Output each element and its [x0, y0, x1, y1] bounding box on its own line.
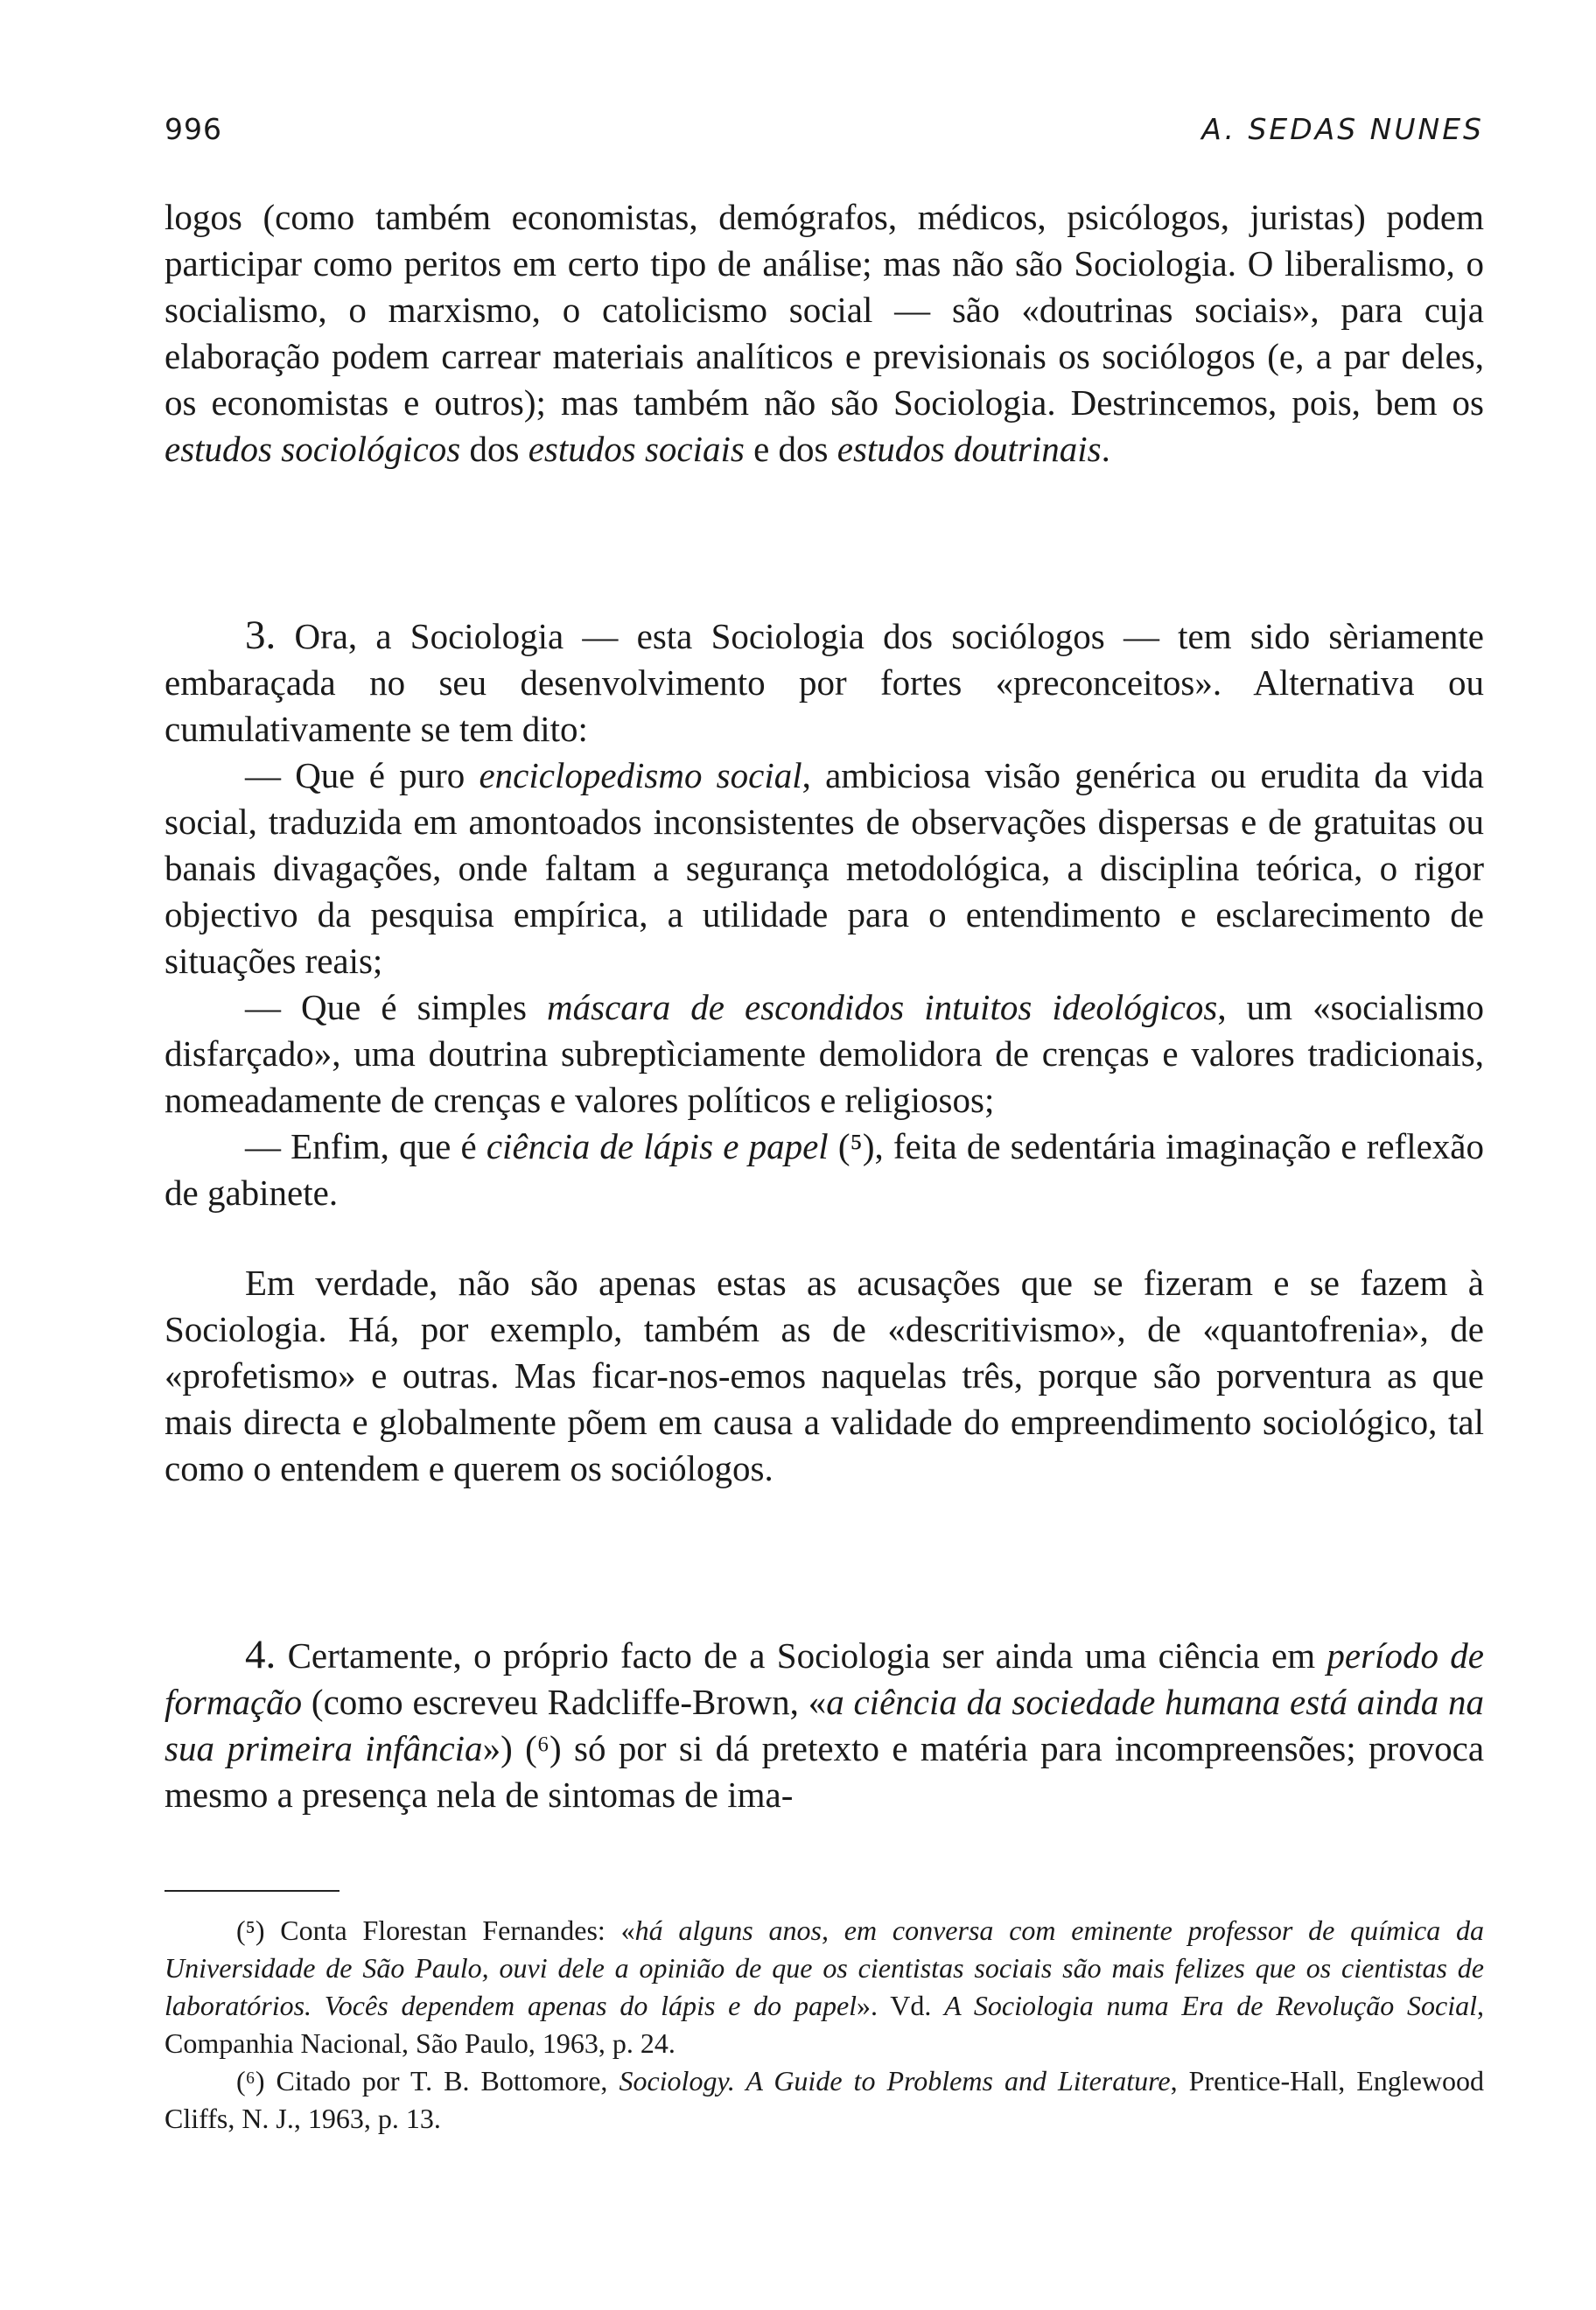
footnote-6-lead: Citado por T. B. Bottomore, — [264, 2065, 620, 2096]
item3-pre: — Enfim, que é — [245, 1126, 486, 1166]
footnote-5-marker: (⁵) — [236, 1914, 265, 1946]
running-head-author: A. SEDAS NUNES — [1201, 112, 1484, 146]
sec4-text-3: ») (⁶) só por si dá pretexto e matéria para incompreensões; provoca mesmo a presença nela de sintomas de ima- — [164, 1728, 1485, 1815]
footnote-6-tail: , Prentice-Hall, Englewood Cliffs, N. J., 1963, p. 13. — [164, 2065, 1485, 2134]
section-3-intro: Ora, a Sociologia — esta Sociologia dos sociólogos — tem sido sèriamente embaraçada no seu desenvolvimento por fortes «preconceitos». Alternativa ou cumulativamente se tem dito: — [164, 616, 1484, 749]
running-header — [164, 112, 1484, 150]
lead-italic-2: estudos sociais — [528, 429, 745, 469]
sec4-text-2: (como escreveu Radcliffe-Brown, « — [302, 1682, 827, 1722]
section-3-item-3 — [164, 1124, 1484, 1216]
lead-text-1: logos (como também economistas, demógrafos, médicos, psicólogos, juristas) podem participar como peritos em certo tipo de análise; mas não são Sociologia. O liberalismo, o socialismo, o marxismo, o catolicismo social — são «doutrinas sociais», para cuja elaboração podem carrear materiais analíticos e previsionais os sociólogos (e, a par deles, os economistas e outros); mas também não são Sociologia. Destrincemos, pois, bem os — [164, 197, 1484, 423]
footnotes — [164, 1912, 1484, 2138]
footnote-5-lead: Conta Florestan Fernandes: « — [264, 1914, 635, 1946]
footnote-5-tail: , Companhia Nacional, São Paulo, 1963, p. 24. — [164, 1990, 1485, 2059]
lead-italic-3: estudos doutrinais — [836, 429, 1102, 469]
footnote-ref-5[interactable]: (⁵) — [837, 1126, 875, 1166]
paragraph-em-verdade — [164, 1260, 1484, 1492]
item1-pre: — Que é puro — [245, 755, 480, 795]
sec4-italic-2: a ciência da sociedade humana está ainda na sua primeira infância — [164, 1682, 1484, 1768]
footnote-5 — [164, 1912, 1484, 2062]
footnote-5-title: A Sociologia numa Era de Revolução Social — [944, 1990, 1478, 2021]
footnote-6 — [164, 2062, 1484, 2138]
section-3-number: 3. — [245, 612, 276, 658]
item3-post: , feita de sedentária imaginação e reflexão de gabinete. — [164, 1126, 1484, 1213]
page-number: 996 — [164, 112, 222, 146]
lead-text-3: e dos — [744, 429, 837, 469]
item2-post: , um «socialismo disfarçado», uma doutrina subreptìciamente demolidora de crenças e valores tradicionais, nomeadamente de crenças e valores políticos e religiosos; — [164, 987, 1484, 1120]
lead-text-2: dos — [460, 429, 528, 469]
footnote-5-quote: há alguns anos, em conversa com eminente professor de química da Universidade de São Paulo, ouvi dele a opinião de que os cientistas sociais são mais felizes que os cientistas de laboratórios. Vocês dependem apenas do lápis e do papel — [164, 1914, 1485, 2021]
section-3-item-1 — [164, 752, 1484, 984]
item2-pre: — Que é simples — [245, 987, 547, 1027]
footnote-separator — [164, 1890, 340, 1892]
sec4-italic-1: período de formação — [164, 1635, 1484, 1722]
item2-italic: máscara de escondidos intuitos ideológicos — [547, 987, 1218, 1027]
section-3-item-2 — [164, 984, 1484, 1124]
item1-italic: enciclopedismo social — [479, 755, 802, 795]
section-3 — [164, 612, 1484, 1216]
item1-post: , ambiciosa visão genérica ou erudita da vida social, traduzida em amontoados inconsistentes de observações dispersas e de gratuitas ou banais divagações, onde faltam a segurança metodológica, a disciplina teórica, o rigor objectivo da pesquisa empírica, a utilidade para o entendimento e esclarecimento de situações reais; — [164, 755, 1484, 981]
lead-paragraph — [164, 194, 1484, 472]
paragraph-em-verdade-text: Em verdade, não são apenas estas as acusações que se fizeram e se fazem à Sociologia. Há, por exemplo, também as de «descritivismo», de «quantofrenia», de «profetismo» e outras. Mas ficar-nos-emos naquelas três, porque são porventura as que mais directa e globalmente põem em causa a validade do empreendimento sociológico, tal como o entendem e querem os sociólogos. — [164, 1263, 1484, 1488]
section-4 — [164, 1632, 1484, 1818]
footnote-6-marker: (⁶) — [236, 2065, 265, 2096]
item3-italic: ciência de lápis e papel — [486, 1126, 829, 1166]
footnote-6-title: Sociology. A Guide to Problems and Literature — [619, 2065, 1171, 2096]
lead-italic-1: estudos sociológicos — [164, 429, 461, 469]
lead-text-4: . — [1101, 429, 1110, 469]
section-4-number: 4. — [245, 1632, 276, 1677]
sec4-text-1: Certamente, o próprio facto de a Sociologia ser ainda uma ciência em — [276, 1635, 1327, 1676]
footnote-5-mid: ». Vd. — [857, 1990, 945, 2021]
